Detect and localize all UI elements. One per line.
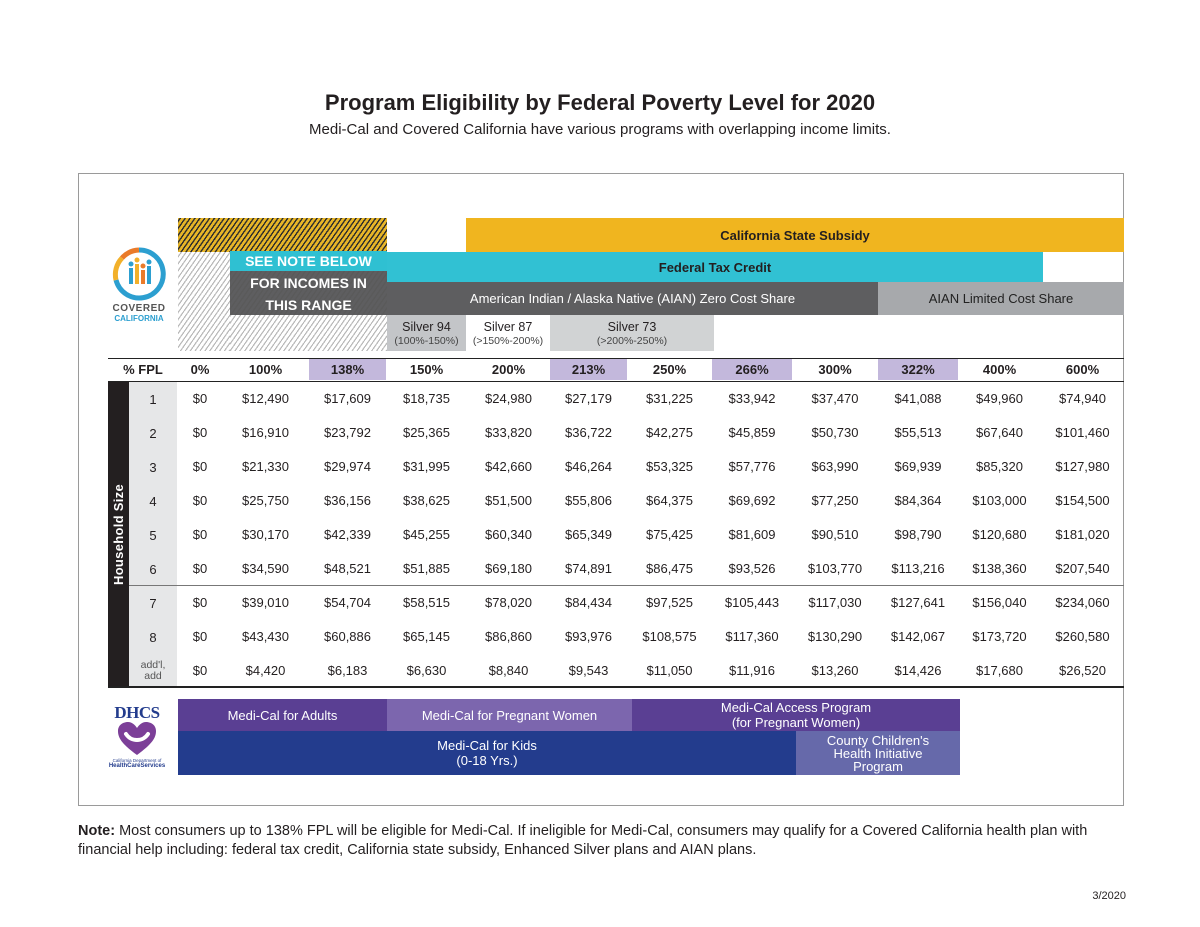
table-cell: $67,640 bbox=[976, 425, 1023, 440]
table-cell: $113,216 bbox=[891, 561, 945, 576]
table-cell: $26,520 bbox=[1059, 663, 1106, 678]
covered-logo-text-2: CALIFORNIA bbox=[114, 314, 164, 323]
cchi-bar bbox=[796, 731, 960, 775]
table-cell: $84,364 bbox=[894, 493, 942, 508]
table-cell: $60,340 bbox=[485, 527, 532, 542]
silver-73-name: Silver 73 bbox=[607, 320, 657, 334]
table-cell: $142,067 bbox=[890, 629, 946, 644]
table-cell: $86,860 bbox=[485, 629, 532, 644]
table-cell: $16,910 bbox=[242, 425, 289, 440]
table-cell: $81,609 bbox=[728, 527, 776, 542]
table-cell: $69,180 bbox=[485, 561, 532, 576]
table-cell: $0 bbox=[192, 663, 208, 678]
table-cell: $127,980 bbox=[1055, 459, 1110, 474]
table-cell: $8,840 bbox=[488, 663, 529, 678]
table-cell: $31,225 bbox=[646, 391, 693, 406]
fpl-col-213: 213% bbox=[550, 359, 627, 380]
hatched-note-bottom bbox=[230, 315, 387, 351]
table-cell: $41,088 bbox=[894, 391, 942, 406]
table-cell: $58,515 bbox=[403, 595, 450, 610]
table-cell: $34,590 bbox=[242, 561, 289, 576]
hatched-light-band bbox=[178, 252, 230, 351]
covered-logo-text-1: COVERED bbox=[112, 303, 166, 314]
table-cell: $0 bbox=[192, 561, 208, 576]
table-cell: $42,660 bbox=[485, 459, 532, 474]
note-box-line-3: THIS RANGE bbox=[265, 297, 352, 313]
table-cell: $117,030 bbox=[808, 595, 862, 610]
household-size-7: 7 bbox=[149, 595, 157, 611]
hatched-gold-band bbox=[178, 218, 387, 252]
medi-cal-pregnant-bar: Medi-Cal for Pregnant Women bbox=[387, 699, 632, 731]
table-cell: $38,625 bbox=[403, 493, 450, 508]
table-cell: $27,179 bbox=[565, 391, 612, 406]
silver-73-block bbox=[550, 315, 714, 351]
table-cell: $21,330 bbox=[242, 459, 289, 474]
access-line-2: (for Pregnant Women) bbox=[731, 715, 861, 730]
medi-cal-adults-bar: Medi-Cal for Adults bbox=[178, 699, 387, 731]
table-cell: $0 bbox=[192, 391, 208, 406]
dhcs-heart-icon bbox=[118, 722, 156, 756]
note-box-line-1: SEE NOTE BELOW bbox=[230, 251, 387, 271]
table-cell: $0 bbox=[192, 493, 208, 508]
fpl-col-0: 0% bbox=[190, 362, 210, 377]
cchi-line-2: Health Initiative bbox=[833, 745, 923, 761]
table-cell: $0 bbox=[192, 629, 208, 644]
table-cell: $0 bbox=[192, 527, 208, 542]
table-cell: $156,040 bbox=[972, 595, 1027, 610]
household-size-4: 4 bbox=[149, 493, 157, 509]
table-cell: $63,990 bbox=[811, 459, 859, 474]
covered-california-logo bbox=[108, 246, 170, 326]
table-cell: $24,980 bbox=[485, 391, 532, 406]
table-cell: $234,060 bbox=[1055, 595, 1110, 610]
table-cell: $46,264 bbox=[565, 459, 612, 474]
table-cell: $25,750 bbox=[242, 493, 289, 508]
table-cell: $37,470 bbox=[811, 391, 859, 406]
table-cell: $90,510 bbox=[811, 527, 859, 542]
household-size-8: 8 bbox=[149, 629, 157, 645]
table-cell: $13,260 bbox=[811, 663, 859, 678]
table-cell: $84,434 bbox=[565, 595, 612, 610]
table-cell: $60,886 bbox=[324, 629, 371, 644]
household-size-3: 3 bbox=[149, 459, 157, 475]
household-size-text: Household Size bbox=[111, 484, 126, 585]
table-cell: $64,375 bbox=[646, 493, 693, 508]
table-cell: $101,460 bbox=[1055, 425, 1110, 440]
table-cell: $42,339 bbox=[324, 527, 371, 542]
table-cell: $11,916 bbox=[728, 663, 776, 678]
table-cell: $57,776 bbox=[728, 459, 776, 474]
silver-94-block bbox=[387, 315, 466, 351]
note-label: Note: bbox=[78, 823, 116, 839]
see-note-box bbox=[230, 251, 387, 315]
medi-cal-kids-bar bbox=[178, 731, 796, 775]
aian-zero-cost-bar: American Indian / Alaska Native (AIAN) Zero Cost Share bbox=[387, 282, 878, 315]
dhcs-logo-sub: HealthCareServices bbox=[108, 763, 166, 769]
table-cell: $93,526 bbox=[728, 561, 776, 576]
table-cell: $30,170 bbox=[242, 527, 289, 542]
table-cell: $97,525 bbox=[646, 595, 693, 610]
federal-tax-credit-bar: Federal Tax Credit bbox=[387, 252, 1043, 282]
table-cell: $78,020 bbox=[485, 595, 532, 610]
fpl-col-400: 400% bbox=[982, 362, 1017, 377]
footer-note bbox=[78, 822, 1138, 860]
table-cell: $11,050 bbox=[646, 663, 693, 678]
table-cell: $86,475 bbox=[646, 561, 693, 576]
dhcs-logo-small: California Department of bbox=[112, 758, 162, 763]
household-size-5: 5 bbox=[149, 527, 157, 543]
table-cell: $207,540 bbox=[1055, 561, 1110, 576]
table-cell: $0 bbox=[192, 425, 208, 440]
table-cell: $36,156 bbox=[324, 493, 371, 508]
page-subtitle: Medi-Cal and Covered California have various programs with overlapping income limits. bbox=[309, 121, 891, 138]
table-cell: $260,580 bbox=[1055, 629, 1110, 644]
table-cell: $17,609 bbox=[324, 391, 371, 406]
table-cell: $75,425 bbox=[646, 527, 693, 542]
table-cell: $69,692 bbox=[728, 493, 776, 508]
table-cell: $77,250 bbox=[811, 493, 859, 508]
table-cell: $17,680 bbox=[976, 663, 1023, 678]
table-cell: $173,720 bbox=[972, 629, 1027, 644]
aian-limited-cost-bar: AIAN Limited Cost Share bbox=[878, 282, 1124, 315]
table-cell: $127,641 bbox=[890, 595, 946, 610]
table-cell: $53,325 bbox=[646, 459, 693, 474]
table-cell: $31,995 bbox=[403, 459, 450, 474]
table-cell: $93,976 bbox=[565, 629, 612, 644]
table-cell: $6,630 bbox=[406, 663, 447, 678]
table-cell: $98,790 bbox=[894, 527, 942, 542]
table-cell: $55,513 bbox=[894, 425, 942, 440]
table-cell: $181,020 bbox=[1055, 527, 1110, 542]
table-cell: $85,320 bbox=[976, 459, 1023, 474]
fpl-col-600: 600% bbox=[1065, 362, 1100, 377]
cchi-line-1: County Children's bbox=[826, 732, 930, 748]
dhcs-logo bbox=[104, 703, 170, 773]
fpl-header-row bbox=[108, 358, 1124, 382]
kids-line-2: (0-18 Yrs.) bbox=[456, 753, 518, 768]
state-subsidy-bar: California State Subsidy bbox=[466, 218, 1124, 252]
table-cell: $50,730 bbox=[811, 425, 859, 440]
cchi-line-3: Program bbox=[853, 758, 903, 774]
fpl-header-label: % FPL bbox=[123, 362, 163, 377]
table-cell: $0 bbox=[192, 595, 208, 610]
note-text: Most consumers up to 138% FPL will be eligible for Medi-Cal. If ineligible for Medi-Cal, consumers may qualify for a Covered California health plan with financial help including: federal tax credit, California state subsidy, Enhanced Silver plans and AIAN plans. bbox=[78, 823, 1088, 858]
kids-line-1: Medi-Cal for Kids bbox=[437, 738, 537, 753]
table-cell: $39,010 bbox=[242, 595, 289, 610]
medi-cal-access-bar bbox=[632, 699, 960, 731]
table-cell: $25,365 bbox=[403, 425, 450, 440]
table-cell: $0 bbox=[192, 459, 208, 474]
table-cell: $51,500 bbox=[485, 493, 532, 508]
table-cell: $45,859 bbox=[728, 425, 776, 440]
fpl-col-266: 266% bbox=[712, 359, 792, 380]
table-cell: $9,543 bbox=[568, 663, 609, 678]
table-cell: $6,183 bbox=[327, 663, 368, 678]
table-cell: $49,960 bbox=[976, 391, 1023, 406]
table-cell: $65,145 bbox=[403, 629, 450, 644]
silver-87-name: Silver 87 bbox=[483, 320, 533, 334]
fpl-col-322: 322% bbox=[878, 359, 958, 380]
silver-94-range: (100%-150%) bbox=[394, 335, 459, 347]
household-size-label bbox=[108, 382, 129, 687]
fpl-col-138: 138% bbox=[309, 359, 386, 380]
table-cell: $42,275 bbox=[646, 425, 693, 440]
table-cell: $51,885 bbox=[403, 561, 450, 576]
table-cell: $120,680 bbox=[972, 527, 1027, 542]
fpl-col-250: 250% bbox=[652, 362, 687, 377]
table-cell: $138,360 bbox=[972, 561, 1027, 576]
dhcs-logo-text: DHCS bbox=[114, 703, 160, 722]
silver-94-name: Silver 94 bbox=[402, 320, 451, 334]
table-cell: $45,255 bbox=[403, 527, 450, 542]
table-cell: $18,735 bbox=[403, 391, 450, 406]
table-cell: $154,500 bbox=[1055, 493, 1110, 508]
table-cell: $54,704 bbox=[324, 595, 371, 610]
page-title: Program Eligibility by Federal Poverty Level for 2020 bbox=[324, 90, 876, 115]
table-cell: $130,290 bbox=[807, 629, 863, 644]
fpl-col-100: 100% bbox=[248, 362, 283, 377]
table-cell: $48,521 bbox=[324, 561, 371, 576]
note-box-line-2: FOR INCOMES IN bbox=[250, 275, 367, 291]
table-cell: $103,770 bbox=[807, 561, 863, 576]
table-cell: $69,939 bbox=[894, 459, 942, 474]
table-cell: $29,974 bbox=[324, 459, 371, 474]
footer-date: 3/2020 bbox=[1092, 890, 1126, 902]
table-cell: $43,430 bbox=[242, 629, 289, 644]
table-cell: $74,891 bbox=[565, 561, 612, 576]
table-cell: $65,349 bbox=[565, 527, 612, 542]
table-cell: $108,575 bbox=[642, 629, 697, 644]
table-cell: $105,443 bbox=[724, 595, 780, 610]
table-cell: $74,940 bbox=[1059, 391, 1106, 406]
table-cell: $36,722 bbox=[565, 425, 612, 440]
table-cell: $103,000 bbox=[972, 493, 1027, 508]
table-cell: $33,942 bbox=[728, 391, 776, 406]
fpl-col-150: 150% bbox=[409, 362, 444, 377]
fpl-col-300: 300% bbox=[818, 362, 852, 377]
table-cell: $4,420 bbox=[245, 663, 286, 678]
fpl-col-200: 200% bbox=[491, 362, 526, 377]
table-cell: $14,426 bbox=[894, 663, 942, 678]
table-cell: $55,806 bbox=[565, 493, 612, 508]
household-size-6: 6 bbox=[149, 561, 157, 577]
silver-87-block bbox=[466, 315, 550, 351]
table-cell: $33,820 bbox=[485, 425, 532, 440]
access-line-1: Medi-Cal Access Program bbox=[720, 700, 872, 715]
table-cell: $23,792 bbox=[324, 425, 371, 440]
household-size-1: 1 bbox=[149, 391, 157, 407]
silver-87-range: (>150%-200%) bbox=[472, 335, 544, 347]
table-cell: $12,490 bbox=[242, 391, 289, 406]
silver-73-range: (>200%-250%) bbox=[596, 335, 668, 347]
household-size-2: 2 bbox=[149, 425, 157, 441]
household-size-9: add'l, add bbox=[140, 659, 166, 682]
table-cell: $117,360 bbox=[725, 629, 779, 644]
